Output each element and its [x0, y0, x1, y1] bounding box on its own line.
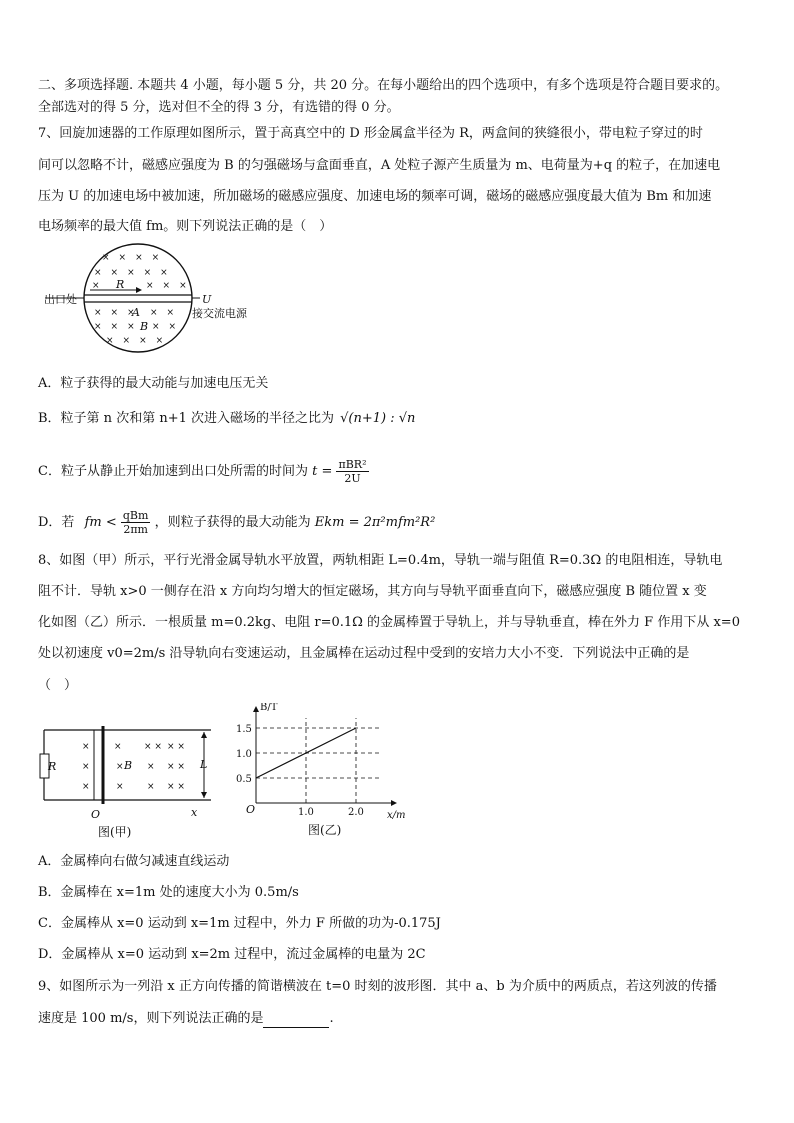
svg-text:×: ×: [82, 762, 90, 772]
q8-stem-line1: 8、如图（甲）所示，平行光滑金属导轨水平放置，两轨相距 L=0.4m，导轨一端与阻值 R=0.3Ω 的电阻相连，导轨电: [38, 553, 723, 568]
y-tick-label: 0.5: [236, 774, 252, 785]
svg-text:×: ×: [147, 762, 155, 772]
q7-option-c-lhs: t =: [312, 464, 333, 479]
svg-text:× × ×: × × ×: [146, 281, 187, 291]
svg-text:×: ×: [116, 762, 124, 772]
q7-option-d-denominator: 2πm: [123, 523, 148, 536]
svg-text:× ×: × ×: [150, 308, 175, 318]
cyclotron-figure: [40, 240, 280, 355]
q7-option-c-denominator: 2U: [344, 472, 361, 485]
q9-stem-line1: 9、如图所示为一列沿 x 正方向传播的简谐横波在 t=0 时刻的波形图．其中 a、b 为介质中的两质点，若这列波的传播: [38, 979, 717, 994]
q8-option-d: D．金属棒从 x=0 运动到 x=2m 过程中，流过金属棒的电量为 2C: [38, 947, 426, 962]
q7-option-d-text2: ，则粒子获得的最大动能为: [154, 515, 311, 530]
q9-stem-line2: [38, 1010, 334, 1028]
y-tick-label: 1.0: [236, 749, 252, 760]
figure-b-caption: 图(乙): [308, 823, 342, 837]
cyclotron-source-label: A: [132, 306, 140, 319]
q7-option-b: [38, 410, 415, 428]
q9-stem-text: 速度是 100 m/s，则下列说法正确的是: [38, 1011, 264, 1026]
q7-stem-line4: 电场频率的最大值 fm。则下列说法正确的是（ ）: [38, 219, 333, 234]
q7-option-d-numerator: qBm: [122, 509, 149, 522]
q7-option-d-text1: D．若: [38, 515, 75, 530]
rail-gap-label: L: [200, 758, 208, 771]
q7-option-d-lhs: fm <: [84, 515, 117, 530]
q7-option-a: A．粒子获得的最大动能与加速电压无关: [38, 376, 269, 391]
svg-text:× × ×: × × ×: [94, 308, 135, 318]
figure-a-caption: 图(甲): [98, 825, 132, 839]
q8-stem-line5: （ ）: [38, 678, 78, 693]
svg-text:×: ×: [92, 281, 100, 291]
q7-option-c-numerator: πBR²: [338, 458, 367, 471]
q7-option-b-text: B．粒子第 n 次和第 n+1 次进入磁场的半径之比为: [38, 411, 334, 426]
svg-text:×: ×: [116, 782, 124, 792]
x-axis-label: x/m: [387, 810, 406, 821]
field-label: B: [124, 759, 133, 772]
q8-option-c: C．金属棒从 x=0 运动到 x=1m 过程中，外力 F 所做的功为-0.175J: [38, 916, 441, 931]
cyclotron-radius-label: R: [116, 278, 125, 291]
q8-option-a: A．金属棒向右做匀减速直线运动: [38, 854, 230, 869]
svg-text:× ×: × ×: [152, 322, 177, 332]
exit-label: 出口处: [44, 293, 77, 306]
q7-option-b-formula: √(n+1) : √n: [340, 411, 416, 426]
svg-text:×: ×: [82, 742, 90, 752]
q8-stem-line4: 处以初速度 v0=2m/s 沿导轨向右变速运动，且金属棒在运动过程中受到的安培力大小不变．下列说法中正确的是: [38, 646, 690, 661]
b-vs-x-chart: [230, 703, 415, 838]
voltage-label: U: [202, 293, 212, 306]
y-axis-label: B/T: [260, 703, 278, 713]
q7-option-c-fraction: [336, 458, 368, 485]
svg-text:× × × ×: × × × ×: [102, 253, 160, 263]
q7-option-c: [38, 457, 369, 487]
answer-blank: [263, 1013, 329, 1028]
svg-text:×: ×: [114, 742, 122, 752]
svg-text:× × × ×: × × × ×: [106, 336, 164, 346]
x-tick-label: 2.0: [348, 807, 364, 818]
q7-stem-line1: 7、回旋加速器的工作原理如图所示，置于高真空中的 D 形金属盒半径为 R，两盒间的狭缝很小，带电粒子穿过的时: [38, 126, 703, 141]
q8-stem-line2: 阻不计．导轨 x>0 一侧存在沿 x 方向均匀增大的恒定磁场，其方向与导轨平面垂直向下，磁感应强度 B 随位置 x 变: [38, 584, 707, 599]
q7-option-c-text: C．粒子从静止开始加速到出口处所需的时间为: [38, 464, 308, 479]
q8-option-b: B．金属棒在 x=1m 处的速度大小为 0.5m/s: [38, 885, 299, 900]
q7-option-d-formula: Ekm = 2π²mfm²R²: [314, 515, 436, 530]
section-heading-line1: 二、多项选择题. 本题共 4 小题，每小题 5 分，共 20 分。在每小题给出的四个选项中，有多个选项是符合题目要求的。: [38, 78, 729, 93]
svg-text:× ×: × ×: [167, 762, 185, 772]
svg-text:× × × × ×: × × × × ×: [94, 268, 168, 278]
q7-stem-line3: 压为 U 的加速电场中被加速，所加磁场的磁感应强度、加速电场的频率可调，磁场的磁感应强度最大值为 Bm 和加速: [38, 189, 712, 204]
q7-stem-line2: 间可以忽略不计，磁感应强度为 B 的匀强磁场与盒面垂直，A 处粒子源产生质量为 m、电荷量为+q 的粒子，在加速电: [38, 158, 721, 173]
svg-text:× ×: × ×: [167, 782, 185, 792]
y-axis-arrow: [253, 706, 259, 712]
svg-text:× ×: × ×: [167, 742, 185, 752]
ac-source-label: 接交流电源: [192, 307, 247, 320]
x-tick-label: 1.0: [298, 807, 314, 818]
section-heading-line2: 全部选对的得 5 分，选对但不全的得 3 分，有选错的得 0 分。: [38, 100, 400, 115]
rail-origin-label: O: [91, 808, 101, 821]
origin-label: O: [246, 803, 256, 816]
svg-text:× × ×: × × ×: [94, 322, 135, 332]
rail-figure: [36, 722, 226, 842]
q8-stem-line3: 化如图（乙）所示．一根质量 m=0.2kg、电阻 r=0.1Ω 的金属棒置于导轨上，并与导轨垂直，棒在外力 F 作用下从 x=0: [38, 615, 740, 630]
y-tick-label: 1.5: [236, 724, 252, 735]
svg-text:×: ×: [82, 782, 90, 792]
resistor-label: R: [48, 760, 57, 773]
q7-option-d-fraction: [121, 509, 151, 536]
q9-stem-end: .: [329, 1011, 334, 1026]
q7-option-d: [38, 508, 435, 538]
svg-text:× ×: × ×: [144, 742, 162, 752]
cyclotron-field-label: B: [140, 320, 149, 333]
svg-text:×: ×: [147, 782, 155, 792]
x-axis-arrow: [391, 800, 397, 806]
rail-x-label: x: [191, 806, 198, 819]
